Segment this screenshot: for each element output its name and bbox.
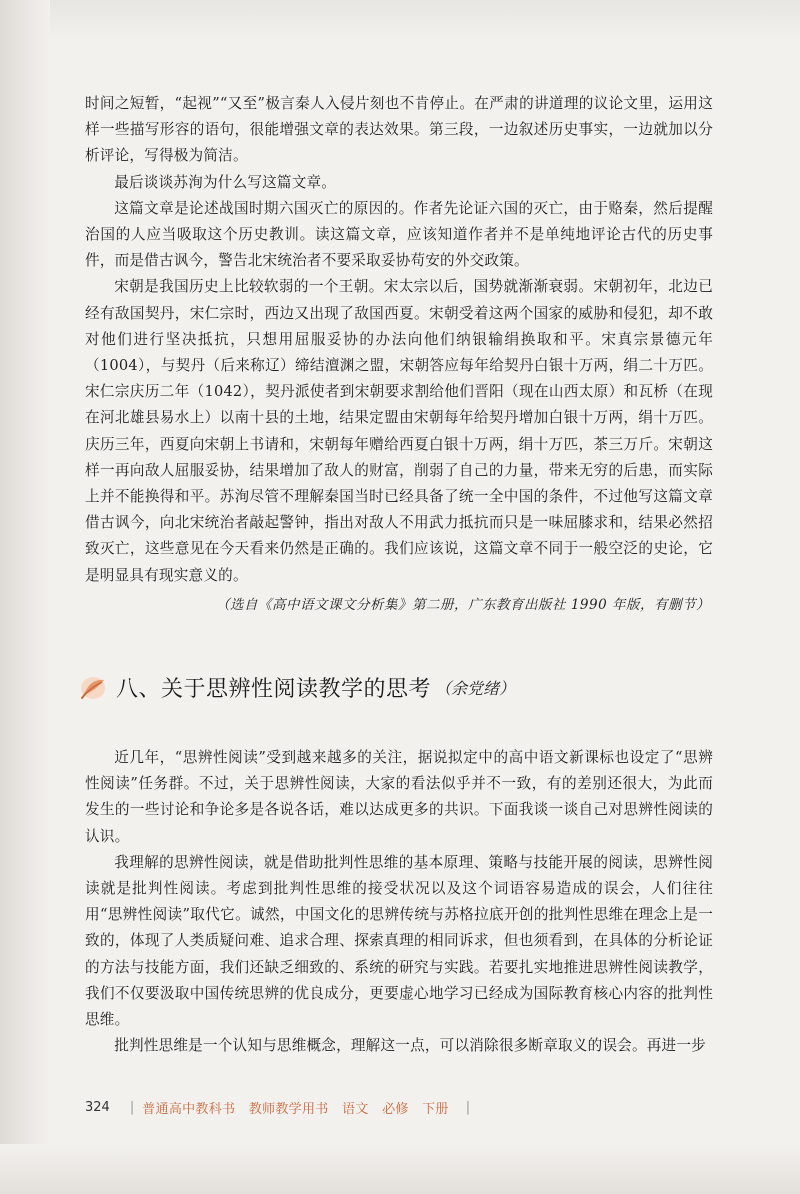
- feather-icon: [78, 673, 108, 703]
- paragraph: 宋朝是我国历史上比较软弱的一个王朝。宋太宗以后，国势就渐渐衰弱。宋朝初年，北边已经有敌国契丹，宋仁宗时，西边又出现了敌国西夏。宋朝受着这两个国家的威胁和侵犯，却不敢对他们进行坚决抵抗，只想用屈服妥协的办法向他们纳银输绢换取和平。宋真宗景德元年（1004），与契丹（后来称辽）缔结澶渊之盟，宋朝答应每年给契丹白银十万两，绢二十万匹。宋仁宗庆历二年（1042），契丹派使者到宋朝要求割给他们晋阳（现在山西太原）和瓦桥（在现在河北雄县易水上）以南十县的土地，结果定盟由宋朝每年给契丹增加白银十万两，绢十万匹。庆历三年，西夏向宋朝上书请和，宋朝每年赠给西夏白银十万两，绢十万匹，茶三万斤。宋朝这样一再向敌人屈服妥协，结果增加了敌人的财富，削弱了自己的力量，带来无穷的后患，而实际上并不能换得和平。苏洵尽管不理解秦国当时已经具备了统一全中国的条件，不过他写这篇文章借古讽今，向北宋统治者敲起警钟，指出对敌人不用武力抵抗而只是一味屈膝求和，结果必然招致灭亡，这些意见在今天看来仍然是正确的。我们应该说，这篇文章不同于一般空泛的史论，它是明显具有现实意义的。: [85, 278, 713, 584]
- paragraph: 我理解的思辨性阅读，就是借助批判性思维的基本原理、策略与技能开展的阅读，思辨性阅读就是批判性阅读。考虑到批判性思维的接受状况以及这个词语容易造成的误会，人们往往用“思辨性阅读”取代它。诚然，中国文化的思辨传统与苏格拉底开创的批判性思维在理念上是一致的，体现了人类质疑问难、追求合理、探索真理的相同诉求，但也须看到，在具体的分析论证的方法与技能方面，我们还缺乏细致的、系统的研究与实践。若要扎实地推进思辨性阅读教学，我们不仅要汲取中国传统思辨的优良成分，更要虚心地学习已经成为国际教育核心内容的批判性思维。: [85, 853, 713, 1029]
- series-item: 教师教学用书: [248, 1102, 329, 1117]
- page-number: 324: [85, 1100, 110, 1115]
- page-footer: [85, 1098, 478, 1117]
- section-heading: [78, 672, 515, 703]
- footer-divider: |: [129, 1100, 135, 1115]
- paragraph: 近几年，“思辨性阅读”受到越来越多的关注，据说拟定中的高中语文新课标也设定了“思辨性阅读”任务群。不过，关于思辨性阅读，大家的看法似乎并不一致，有的差别还很大，为此而发生的一些讨论和争论多是各说各话，难以达成更多的共识。下面我谈一谈自己对思辨性阅读的认识。: [85, 749, 713, 845]
- series-item: 下册: [422, 1102, 449, 1117]
- series-item: 普通高中教科书: [142, 1102, 236, 1117]
- series-item: 语文: [342, 1102, 369, 1117]
- book-series: [142, 1098, 458, 1117]
- scan-shadow-bottom: [0, 1144, 800, 1194]
- source-citation: （选自《高中语文课文分析集》第二册，广东教育出版社 1990 年版，有删节）: [216, 597, 710, 613]
- scan-shadow-top: [0, 0, 800, 40]
- series-item: 必修: [382, 1102, 409, 1117]
- footer-divider: |: [465, 1100, 471, 1115]
- bottom-text-block: [85, 745, 713, 1059]
- section-author: （余党绪）: [435, 679, 516, 698]
- top-text-block: [85, 91, 713, 589]
- paragraph: 这篇文章是论述战国时期六国灭亡的原因的。作者先论证六国的灭亡，由于赂秦，然后提醒治国的人应当吸取这个历史教训。读这篇文章，应该知道作者并不是单纯地评论古代的历史事件，而是借古讽今，警告北宋统治者不要采取妥协苟安的外交政策。: [85, 199, 713, 270]
- paragraph: 批判性思维是一个认知与思维概念，理解这一点，可以消除很多断章取义的误会。再进一步: [114, 1037, 706, 1055]
- scan-shadow-left: [0, 0, 50, 1194]
- section-title: 八、关于思辨性阅读教学的思考: [116, 677, 432, 702]
- paragraph: 时间之短暂，“起视”“又至”极言秦人入侵片刻也不肯停止。在严肃的讲道理的议论文里，运用这样一些描写形容的语句，很能增强文章的表达效果。第三段，一边叙述历史事实，一边就加以分析评论，写得极为简洁。: [85, 95, 713, 165]
- paragraph: 最后谈谈苏洵为什么写这篇文章。: [114, 173, 337, 191]
